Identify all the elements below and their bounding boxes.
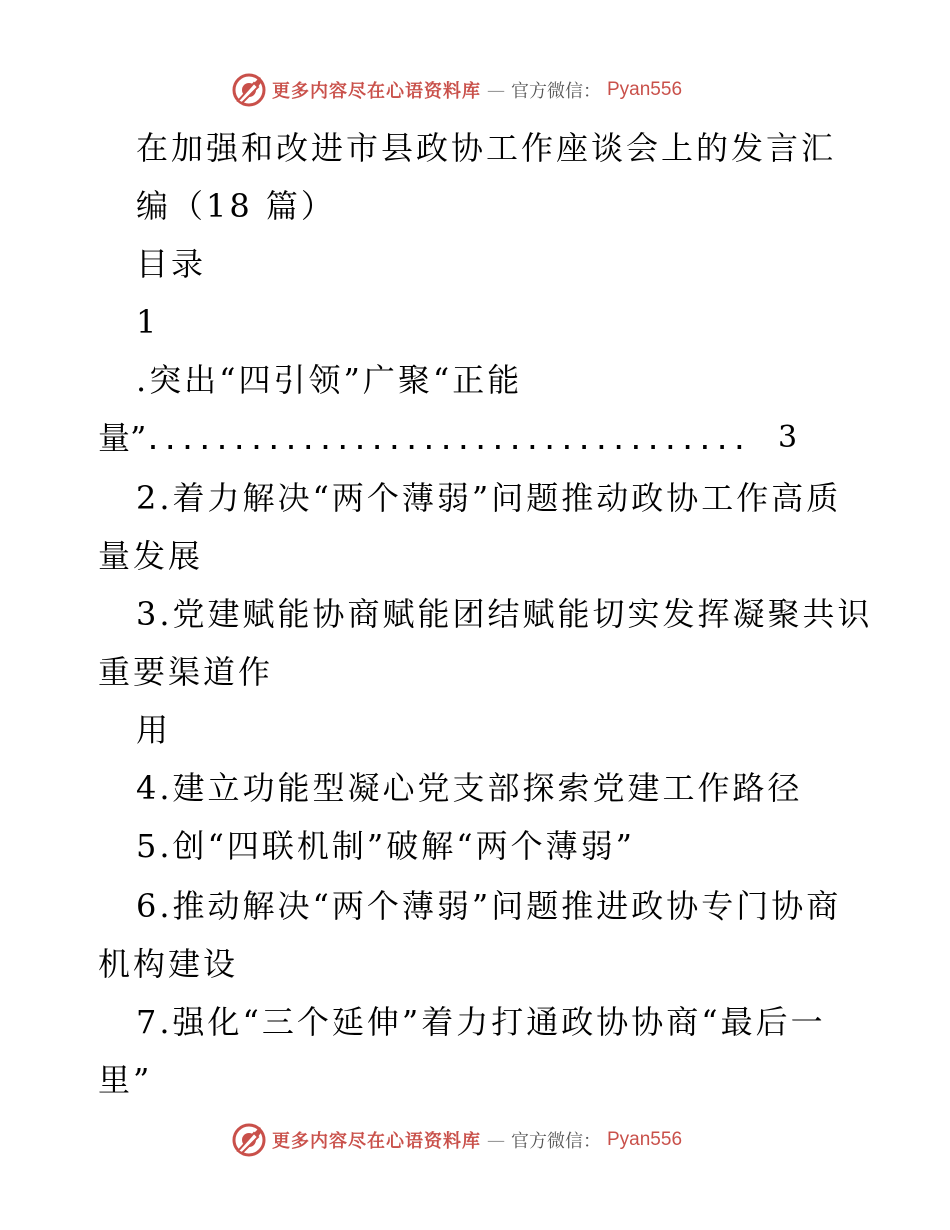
banner-account: Pyan556 [607, 79, 683, 100]
banner-slogan: 更多内容尽在心语资料库 [272, 1131, 481, 1152]
footer-banner [232, 1120, 752, 1160]
toc-item-2-line-2: 量发展 [98, 537, 204, 575]
toc-item-1-leader-line [98, 418, 798, 463]
toc-item-3-line-2: 重要渠道作 [98, 653, 274, 691]
toc-item-4-line-1: 4.建立功能型凝心党支部探索党建工作路径 [136, 769, 803, 807]
pen-logo-icon [232, 1123, 266, 1157]
toc-item-1-page-number: 3 [778, 420, 798, 455]
toc-item-3-line-3: 用 [136, 711, 172, 749]
banner-wechat-label: 官方微信： [511, 1131, 601, 1152]
banner-separator: — [487, 79, 505, 101]
banner-wechat-label: 官方微信： [511, 81, 601, 102]
toc-item-1-title: .突出“四引领”广聚“正能 [136, 361, 523, 399]
toc-item-7-line-1: 7.强化“三个延伸”着力打通政协协商“最后一 [136, 1003, 826, 1041]
toc-item-7-line-2: 里” [98, 1061, 153, 1099]
toc-item-6-line-1: 6.推动解决“两个薄弱”问题推进政协专门协商 [136, 887, 842, 925]
header-banner [232, 70, 752, 110]
banner-slogan: 更多内容尽在心语资料库 [272, 81, 481, 102]
document-title-line-1: 在加强和改进市县政协工作座谈会上的发言汇 [136, 129, 837, 167]
pen-logo-icon [232, 73, 266, 107]
toc-item-2-line-1: 2.着力解决“两个薄弱”问题推动政协工作高质 [136, 479, 842, 517]
toc-item-1-number: 1 [136, 303, 160, 341]
toc-heading: 目录 [136, 245, 207, 283]
toc-item-1-dot-leader: ................................... [146, 430, 750, 455]
toc-item-5-line-1: 5.创“四联机制”破解“两个薄弱” [136, 827, 635, 865]
toc-item-6-line-2: 机构建设 [98, 945, 239, 983]
document-title-line-2: 编（18 篇） [136, 187, 336, 225]
banner-account: Pyan556 [607, 1129, 683, 1150]
banner-separator: — [487, 1129, 505, 1151]
toc-item-1-title-end: 量” [98, 419, 147, 457]
toc-item-3-line-1: 3.党建赋能协商赋能团结赋能切实发挥凝聚共识 [136, 595, 873, 633]
